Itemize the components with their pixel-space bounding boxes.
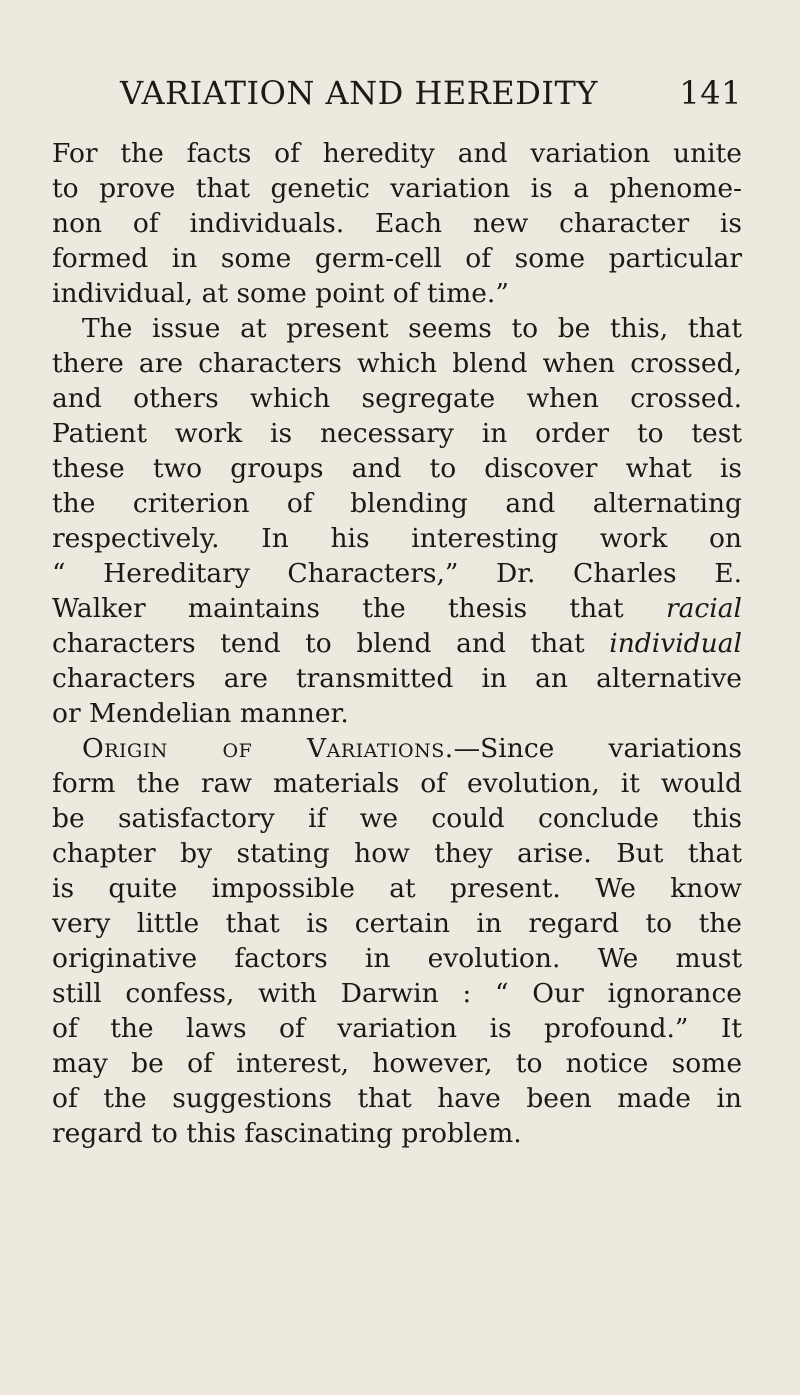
text-line: chapter by stating how they arise. But that xyxy=(52,838,742,869)
text-line: the criterion of blending and alternating xyxy=(52,488,742,519)
text-line: form the raw materials of evolution, it would xyxy=(52,768,742,799)
page-number: 141 xyxy=(679,74,742,112)
text-line: “ Hereditary Characters,” Dr. Charles E. xyxy=(52,558,742,589)
text-line: and others which segregate when crossed. xyxy=(52,383,742,414)
text-line: there are characters which blend when crossed, xyxy=(52,348,742,379)
text-line: Patient work is necessary in order to test xyxy=(52,418,742,449)
text-line: very little that is certain in regard to the xyxy=(52,908,742,939)
text-line: or Mendelian manner. xyxy=(52,698,349,729)
text-line xyxy=(52,591,742,626)
text-line: characters are transmitted in an alternative xyxy=(52,663,742,694)
text-fragment: characters tend to blend and that xyxy=(52,628,585,659)
body-text xyxy=(52,136,742,1151)
text-fragment: —Since variations xyxy=(453,733,742,764)
section-heading: Origin of Variations. xyxy=(82,733,454,764)
text-line: formed in some germ-cell of some particular xyxy=(52,243,742,274)
italic-word: individual xyxy=(609,628,742,659)
text-line: of the laws of variation is profound.” It xyxy=(52,1013,742,1044)
text-line: still confess, with Darwin : “ Our ignorance xyxy=(52,978,742,1009)
running-head xyxy=(52,70,742,116)
book-page xyxy=(52,70,742,1151)
text-line: originative factors in evolution. We must xyxy=(52,943,742,974)
text-line: individual, at some point of time.” xyxy=(52,278,509,309)
text-line: be satisfactory if we could conclude this xyxy=(52,803,742,834)
text-line: regard to this fascinating problem. xyxy=(52,1118,522,1149)
text-line: For the facts of heredity and variation unite xyxy=(52,138,742,169)
italic-word: racial xyxy=(665,593,742,624)
text-line xyxy=(52,626,742,661)
text-line: may be of interest, however, to notice some xyxy=(52,1048,742,1079)
text-line: The issue at present seems to be this, that xyxy=(82,313,742,344)
text-line: of the suggestions that have been made in xyxy=(52,1083,742,1114)
text-line xyxy=(52,731,742,766)
text-fragment: Walker maintains the thesis that xyxy=(52,593,624,624)
text-line: these two groups and to discover what is xyxy=(52,453,742,484)
running-title: VARIATION AND HEREDITY xyxy=(120,74,598,112)
text-line: non of individuals. Each new character is xyxy=(52,208,742,239)
text-line: is quite impossible at present. We know xyxy=(52,873,742,904)
text-line: respectively. In his interesting work on xyxy=(52,523,742,554)
text-line: to prove that genetic variation is a phenome- xyxy=(52,173,742,204)
